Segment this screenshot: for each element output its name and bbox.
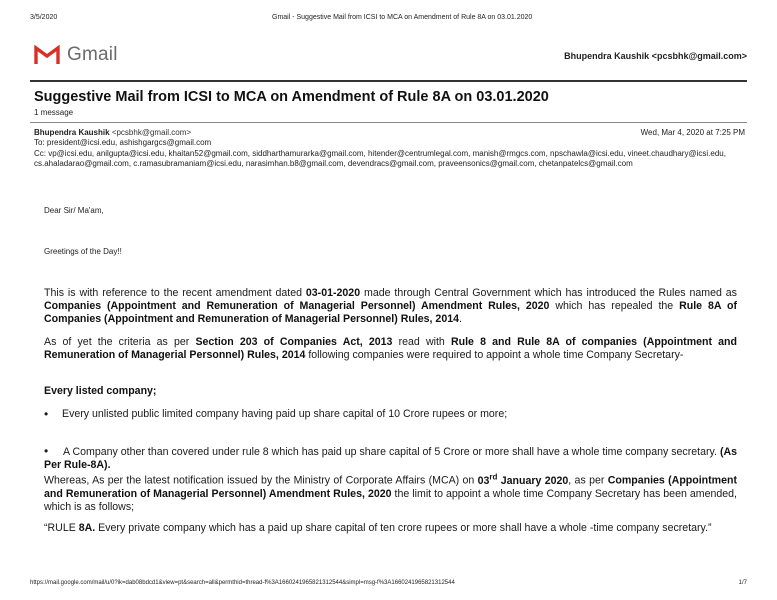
gmail-logo-text: Gmail <box>67 44 118 65</box>
subject-divider <box>30 122 747 123</box>
salutation: Dear Sir/ Ma'am, <box>44 206 104 215</box>
print-page-title: Gmail - Suggestive Mail from ICSI to MCA on Amendment of Rule 8A on 03.01.2020 <box>272 14 533 21</box>
gmail-envelope-icon <box>34 45 60 65</box>
print-date: 3/5/2020 <box>30 14 58 21</box>
bullet-item-1: • Every unlisted public limited company having paid up share capital of 10 Crore rupees or more; <box>44 407 508 421</box>
greeting-line: Greetings of the Day!! <box>44 247 122 256</box>
bullet-icon: • <box>44 444 49 459</box>
cc-recipients: Cc: vp@icsi.edu, anilgupta@icsi.edu, khaitan52@gmail.com, siddharthamurarka@gmail.com, hitender@centrumlegal.com, manish@rmgcs.com, npschawla@icsi.edu, vineet.chaudhary@icsi.edu, cs.ahaladarao@gmail.com, c.ramasubramaniam@icsi.edu, narasimhan.b8@gmail.com, devendracs@gmail.com, praveensonics@gmail.com, chetanpatelcs@gmail.com <box>34 148 726 169</box>
message-count: 1 message <box>34 108 74 117</box>
paragraph-3: Whereas, As per the latest notification issued by the Ministry of Corporate Affairs (MCA) on 03rd January 2020, as per Companies (Appointment and Remuneration of Managerial Personnel) Amendment Rules, 2020 the limit to appoint a whole time Company Secretary has been amended, which is as follows; <box>44 472 737 513</box>
thread-subject: Suggestive Mail from ICSI to MCA on Amendment of Rule 8A on 03.01.2020 <box>34 89 549 105</box>
bullet-icon: • <box>44 407 49 421</box>
sender-name: Bhupendra Kaushik <box>34 128 110 137</box>
sender-email: <pcsbhk@gmail.com> <box>111 128 192 137</box>
bullet-item-2: • A Company other than covered under rule 8 which has paid up share capital of 5 Crore or more shall have a whole time company secretary. (As Per Rule-8A). <box>44 444 738 472</box>
sender-row <box>34 128 745 138</box>
paragraph-2: As of yet the criteria as per Section 203 of Companies Act, 2013 read with Rule 8 and Rule 8A of companies (Appointment and Remuneration of Managerial Personnel) Rules, 2014 following companies were required to appoint a whole time Company Secretary- <box>44 336 737 362</box>
print-footer-url: https://mail.google.com/mail/u/0?ik=dab08bdcd1&view=pt&search=all&permthid=thread-f%3A1660241965821312544&simpl=msg-f%3A1660241965821312544 <box>30 580 455 586</box>
account-identity: Bhupendra Kaushik <pcsbhk@gmail.com> <box>564 51 747 61</box>
listed-company-heading: Every listed company; <box>44 385 157 397</box>
header-divider <box>30 80 747 82</box>
to-recipients: To: president@icsi.edu, ashishgargcs@gmail.com <box>34 138 212 148</box>
sender <box>34 128 191 138</box>
paragraph-1: This is with reference to the recent amendment dated 03-01-2020 made through Central Government which has introduced the Rules named as Companies (Appointment and Remuneration of Managerial Personnel) Amendment Rules, 2020 which has repealed the Rule 8A of Companies (Appointment and Remuneration of Managerial Personnel) Rules, 2014. <box>44 287 737 326</box>
gmail-logo <box>34 44 118 66</box>
print-page-number: 1/7 <box>738 580 747 586</box>
message-header <box>34 128 745 170</box>
paragraph-4-quote: “RULE 8A. Every private company which has a paid up share capital of ten crore rupees or more shall have a whole -time company secretary.” <box>44 522 712 534</box>
message-date: Wed, Mar 4, 2020 at 7:25 PM <box>640 128 745 137</box>
